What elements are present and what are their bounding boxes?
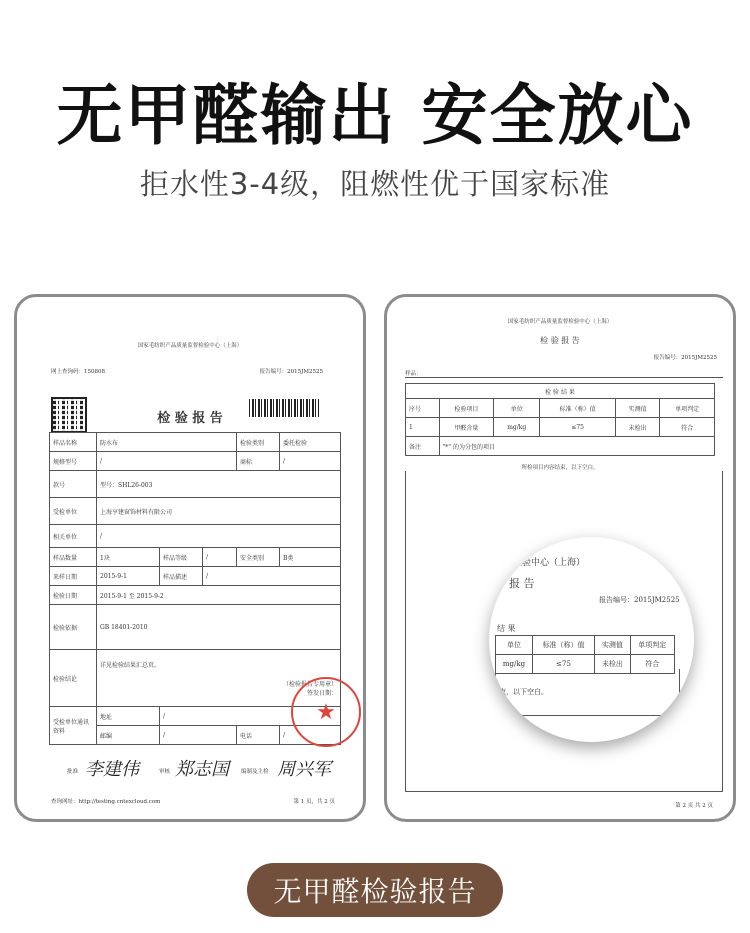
results-table — [405, 383, 715, 456]
table-row: 检验依据 GB 18401-2010 — [50, 605, 341, 650]
table-row: 相关单位 / — [50, 525, 341, 548]
zoom-results-title: 结 果 — [497, 624, 516, 633]
report-title: 检 验 报 告 — [157, 411, 223, 426]
table-header-row: 序号 检验项目 单位 标准（称）值 实测值 单项判定 — [406, 399, 715, 418]
report-page-1 — [27, 307, 353, 809]
page-number: 第 1 页，共 2 页 — [293, 799, 335, 805]
report-page-2 — [397, 307, 723, 809]
table-row: 受检单位 上海亨建窗饰材料有限公司 — [50, 498, 341, 525]
zoom-end-note: 束，以下空白。 — [499, 688, 548, 696]
zoom-report-number: 报告编号：2015JM2525 — [599, 596, 680, 604]
table-row: 样品名称 防水布 检验类别 委托检验 — [50, 433, 341, 452]
page-number: 第 2 页 共 2 页 — [675, 803, 713, 809]
table-header-row: 单位 标准（称）值 实测值 单项判定 — [496, 636, 675, 655]
table-row: 规格型号 / 商标 / — [50, 452, 341, 471]
headline: 无甲醛输出 安全放心 — [56, 77, 694, 154]
table-row: 检验日期 2015-9-1 至 2015-9-2 — [50, 586, 341, 605]
sample-label: 样品： — [405, 371, 422, 377]
signer-review: 审核 — [159, 769, 171, 775]
table-row: 样品数量 1块 样品等级 / 安全类别 B类 — [50, 548, 341, 567]
magnifier-zoom — [489, 537, 694, 742]
zoom-org-name: 监督检验中心（上海） — [495, 558, 586, 568]
zoom-title: 报 告 — [509, 577, 535, 590]
table-row: 受检单位通讯资料 地址 / — [50, 707, 341, 726]
query-website: 查询网址：http://testing.cntexcloud.com — [51, 799, 161, 805]
report-label-badge: 无甲醛检验报告 — [247, 863, 503, 917]
divider — [405, 377, 723, 378]
report-title: 检 验 报 告 — [540, 336, 580, 345]
table-row: 款号 型号：SHL26-003 — [50, 471, 341, 498]
org-name: 国家毛纺织产品质量监督检验中心（上海） — [507, 319, 613, 325]
subheadline: 拒水性3-4级，阻燃性优于国家标准 — [139, 167, 611, 201]
signature-review: 郑志国 — [175, 759, 229, 780]
table-row: 检验结论 详见检验结果汇总页。 （检验报告专用章） 签发日期： — [50, 650, 341, 707]
table-row: 1 甲醛含量 mg/kg ≤75 未检出 符合 — [406, 418, 715, 437]
official-seal-icon: ★ — [291, 677, 361, 747]
signer-compile: 编制及主检 — [241, 769, 269, 775]
net-query: 网上查询码：150808 — [51, 369, 106, 375]
table-row: 来样日期 2015-9-1 样品描述 / — [50, 567, 341, 586]
report-number: 报告编号：2015JM2525 — [259, 369, 323, 375]
table-row: 备注 "*" 的为分包的项目 — [406, 437, 715, 456]
report-number: 报告编号：2015JM2525 — [653, 355, 717, 361]
signature-approve: 李建伟 — [85, 759, 139, 780]
end-note: 所检项目内容结束，以下空白。 — [521, 465, 599, 471]
table-row: 邮编 / 电话 / — [50, 726, 341, 745]
report-card-page-1 — [14, 294, 366, 822]
signer-approve: 批准 — [67, 769, 79, 775]
table-row: 检 验 结 果 — [406, 384, 715, 399]
report-card-page-2 — [384, 294, 736, 822]
table-row: mg/kg ≤75 未检出 符合 — [496, 655, 675, 674]
signature-compile: 周兴军 — [277, 759, 331, 780]
org-name: 国家毛纺织产品质量监督检验中心（上海） — [137, 343, 243, 349]
